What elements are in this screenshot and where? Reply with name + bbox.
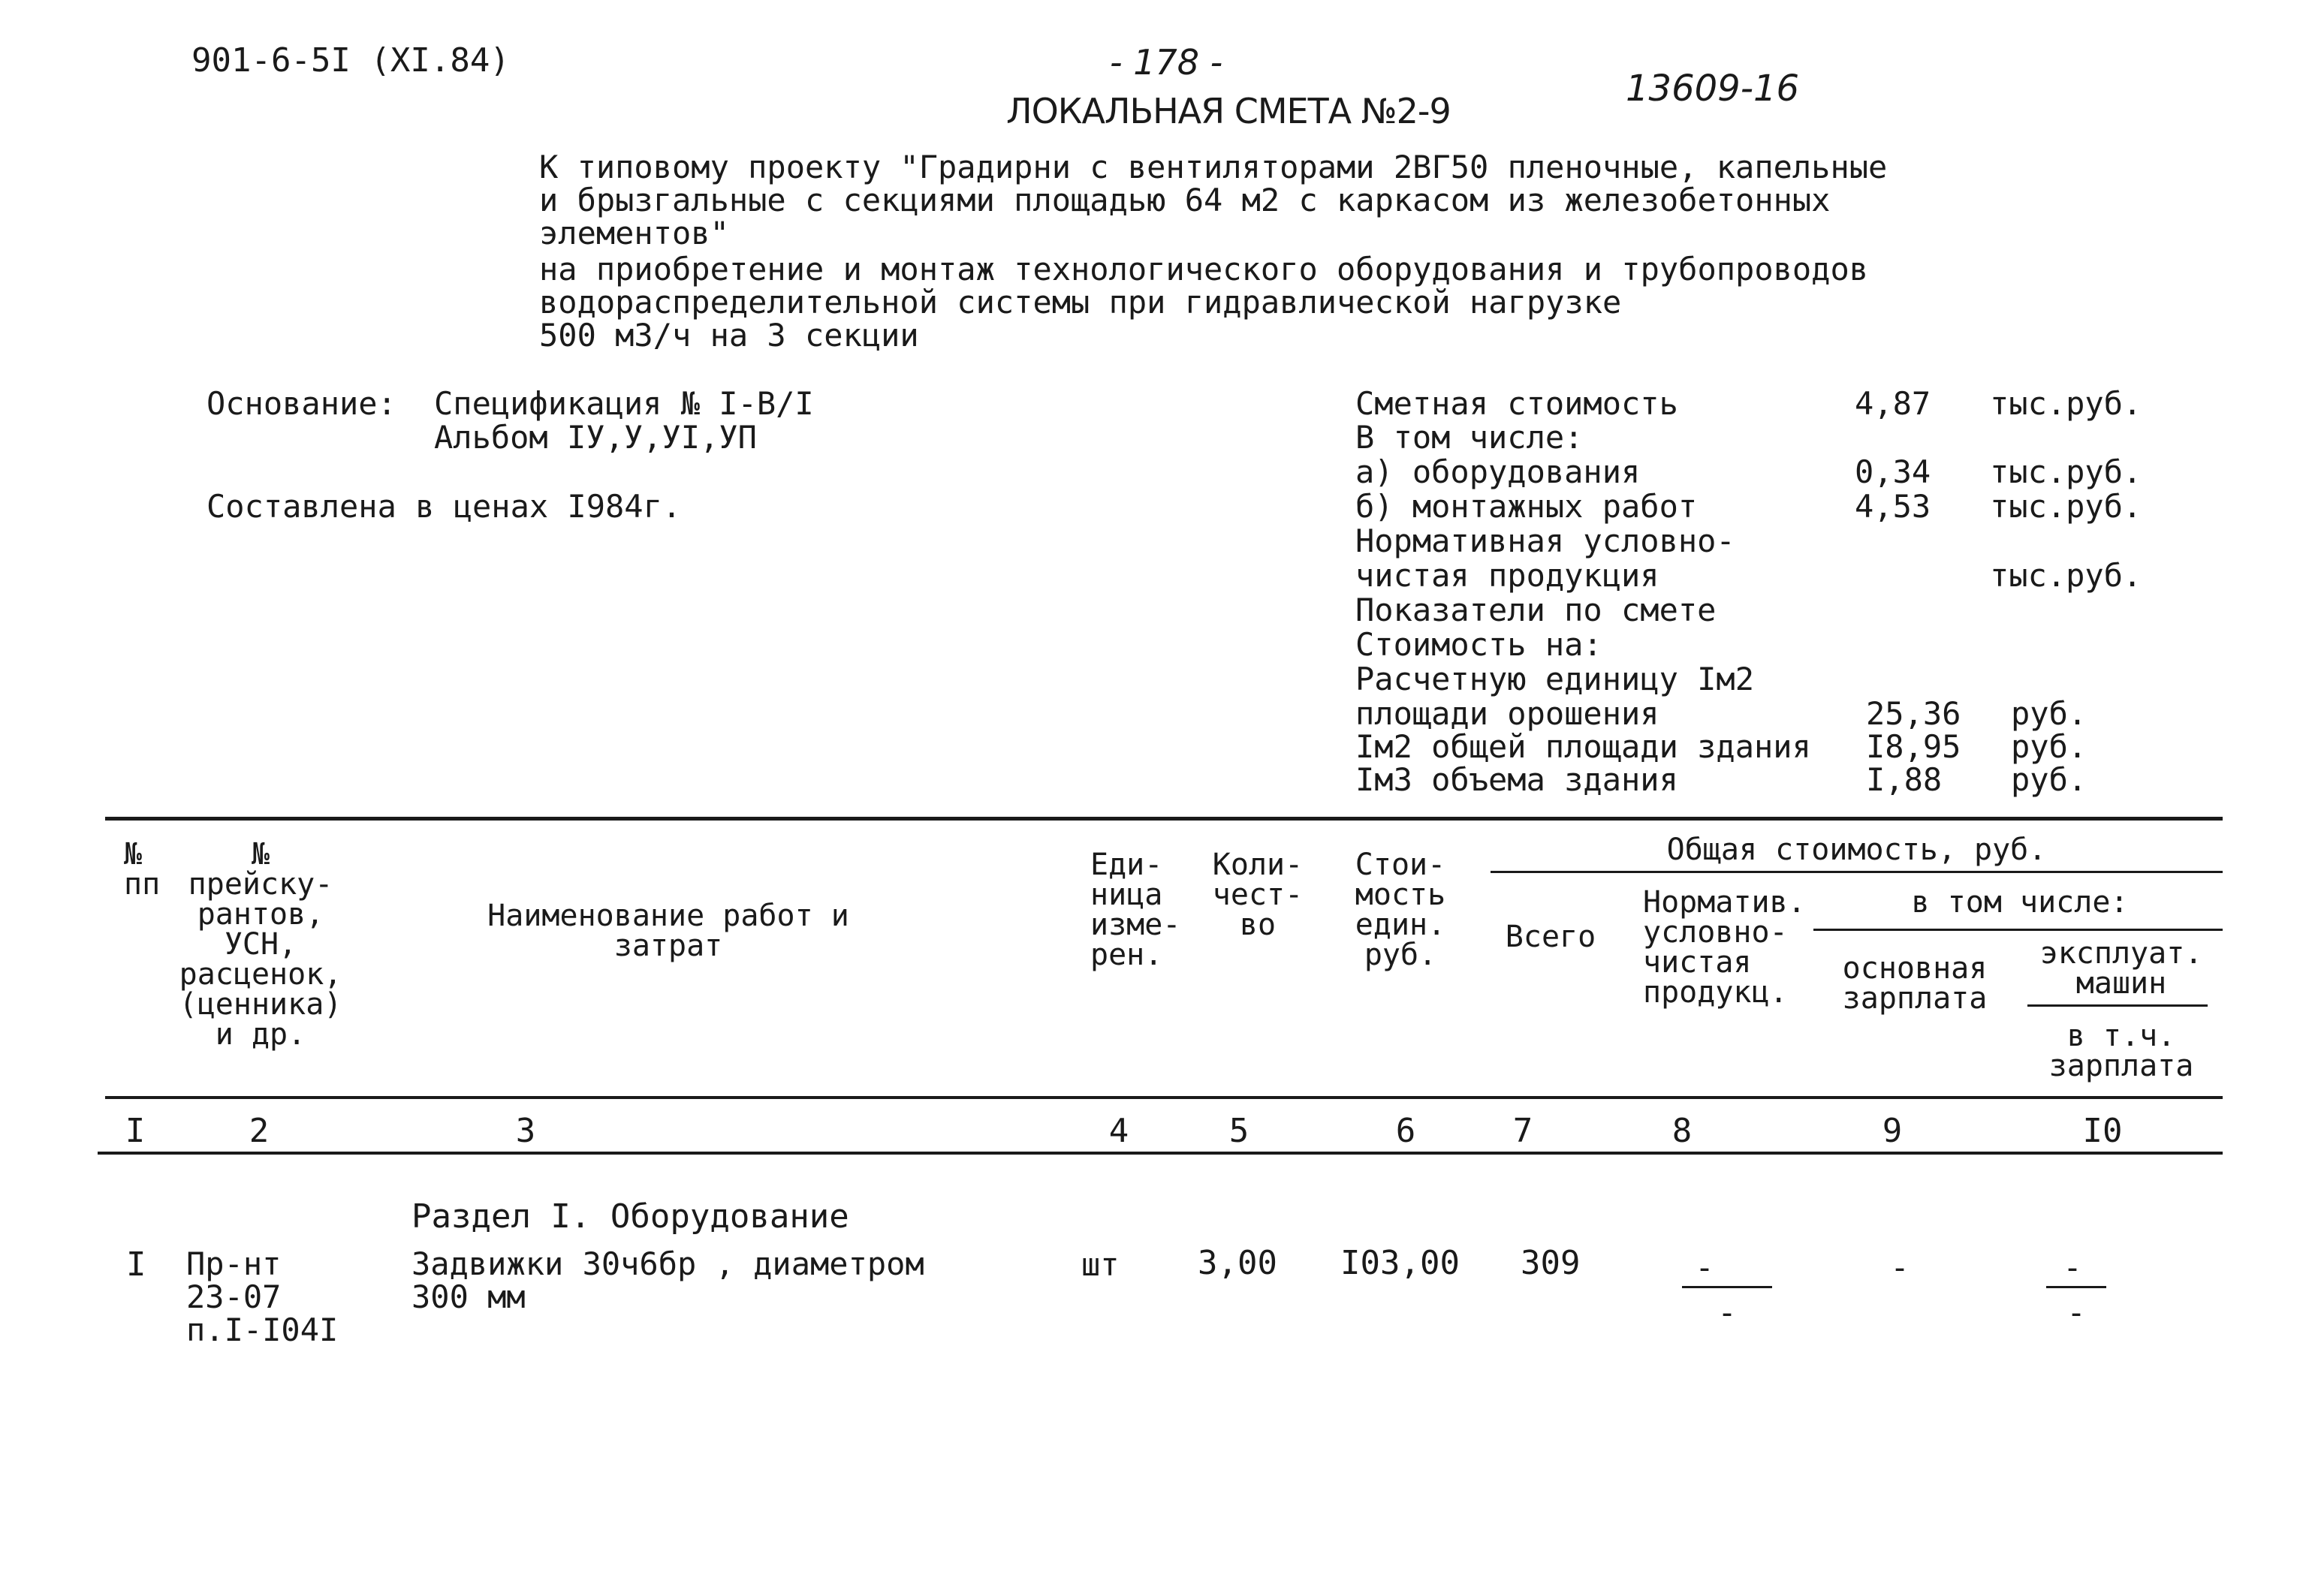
- row-unit-cost: I03,00: [1340, 1244, 1460, 1282]
- column-number: I: [125, 1112, 146, 1150]
- summary-label: Iм2 общей площади здания: [1355, 728, 1811, 765]
- header-incl-group: в том числе:: [1911, 885, 2129, 920]
- row-machines: -: [2063, 1249, 2082, 1286]
- summary-label: Нормативная условно-: [1355, 522, 1735, 559]
- header-salary: основная зарплата: [1842, 951, 1988, 1016]
- header-price-list: № прейску- рантов, УСН, расценок, (ценника) и др.: [179, 837, 342, 1052]
- row-work-name: Задвижки 30ч6бр , диаметром 300 мм: [411, 1245, 924, 1315]
- summary-label: б) монтажных работ: [1355, 488, 1698, 525]
- section-title: Раздел I. Оборудование: [411, 1197, 849, 1236]
- column-number: 9: [1882, 1112, 1903, 1150]
- row-total: 309: [1521, 1244, 1581, 1282]
- summary-label: площади орошения: [1355, 695, 1659, 732]
- summary-unit: руб.: [2011, 761, 2087, 798]
- summary-label: Стоимость на:: [1355, 626, 1602, 663]
- summary-unit: тыс.руб.: [1990, 453, 2142, 490]
- header-total-group: Общая стоимость, руб.: [1666, 833, 2047, 867]
- header-num: № пп: [124, 837, 161, 902]
- summary-label: чистая продукция: [1355, 557, 1659, 594]
- summary-unit: руб.: [2011, 695, 2087, 732]
- archive-number: 13609-16: [1626, 68, 1800, 110]
- row-number: I: [126, 1245, 146, 1284]
- document-code: 901-6-5I (XI.84): [191, 41, 510, 80]
- machines-sub-rule: [2027, 1004, 2208, 1007]
- row-quantity: 3,00: [1198, 1244, 1277, 1282]
- table-top-rule: [105, 817, 2223, 821]
- column-numbers-rule: [98, 1152, 2223, 1155]
- header-machines: эксплуат. машин: [2039, 936, 2203, 1001]
- description-line: К типовому проекту "Градирни с вентиляторами 2ВГ50 пленочные, капельные: [539, 149, 1888, 185]
- row-salary: -: [1890, 1249, 1910, 1286]
- row-machines-rule: [2046, 1286, 2106, 1288]
- description-line: элементов": [539, 215, 729, 251]
- column-number: 4: [1108, 1112, 1129, 1150]
- summary-value: 25,36: [1866, 695, 1961, 732]
- header-unit: Еди- ница изме- рен.: [1090, 848, 1181, 972]
- header-unit-cost: Стои- мость един. руб.: [1355, 848, 1446, 972]
- row-unit: шт: [1081, 1246, 1120, 1283]
- column-number: 7: [1512, 1112, 1533, 1150]
- summary-label: Показатели по смете: [1355, 592, 1717, 628]
- header-norm: Норматив. условно- чистая продукц.: [1643, 885, 1806, 1010]
- column-number: 6: [1395, 1112, 1416, 1150]
- row-price-code: Пр-нт 23-07 п.I-I04I: [186, 1245, 339, 1348]
- row-norm-sub: -: [1717, 1294, 1737, 1331]
- description-line: 500 м3/ч на 3 секции: [539, 317, 919, 354]
- summary-value: I,88: [1866, 761, 1943, 798]
- summary-unit: руб.: [2011, 728, 2087, 765]
- column-number: I0: [2082, 1112, 2123, 1150]
- summary-value: 4,87: [1855, 385, 1931, 422]
- summary-unit: тыс.руб.: [1990, 385, 2142, 422]
- summary-unit: тыс.руб.: [1990, 557, 2142, 594]
- basis-label: Основание:: [206, 385, 396, 422]
- row-norm: -: [1695, 1249, 1714, 1286]
- basis-prices: Составлена в ценах I984г.: [206, 488, 682, 525]
- description-line: на приобретение и монтаж технологического оборудования и трубопроводов: [539, 251, 1869, 288]
- incl-group-rule: [1813, 929, 2223, 931]
- column-number: 8: [1671, 1112, 1693, 1150]
- summary-label: Расчетную единицу Iм2: [1355, 661, 1755, 697]
- summary-label: Iм3 объема здания: [1355, 761, 1678, 798]
- column-number: 3: [515, 1112, 536, 1150]
- row-norm-rule: [1682, 1286, 1772, 1288]
- summary-label: В том числе:: [1355, 419, 1584, 456]
- total-group-rule: [1491, 871, 2223, 873]
- page-number: - 178 -: [1110, 42, 1223, 83]
- summary-value: 4,53: [1855, 488, 1931, 525]
- summary-unit: тыс.руб.: [1990, 488, 2142, 525]
- summary-value: I8,95: [1866, 728, 1961, 765]
- basis-album: Альбом IУ,У,УI,УП: [434, 419, 757, 456]
- row-machines-sub: -: [2066, 1294, 2086, 1331]
- summary-value: 0,34: [1855, 453, 1931, 490]
- basis-spec: Спецификация № I-В/I: [434, 385, 814, 422]
- summary-label: Сметная стоимость: [1355, 385, 1678, 422]
- header-total: Всего: [1505, 920, 1596, 954]
- header-machines-salary: в т.ч. зарплата: [2048, 1019, 2194, 1083]
- column-number: 5: [1228, 1112, 1249, 1150]
- header-quantity: Коли- чест- во: [1212, 848, 1304, 942]
- description-line: и брызгальные с секциями площадью 64 м2 с каркасом из железобетонных: [539, 182, 1831, 218]
- document-title: ЛОКАЛЬНАЯ СМЕТА №2-9: [1006, 91, 1451, 131]
- header-work-name: Наименование работ и затрат: [487, 899, 849, 963]
- description-line: водораспределительной системы при гидравлической нагрузке: [539, 284, 1622, 321]
- header-bottom-rule: [105, 1096, 2223, 1099]
- column-number: 2: [249, 1112, 270, 1150]
- summary-label: а) оборудования: [1355, 453, 1641, 490]
